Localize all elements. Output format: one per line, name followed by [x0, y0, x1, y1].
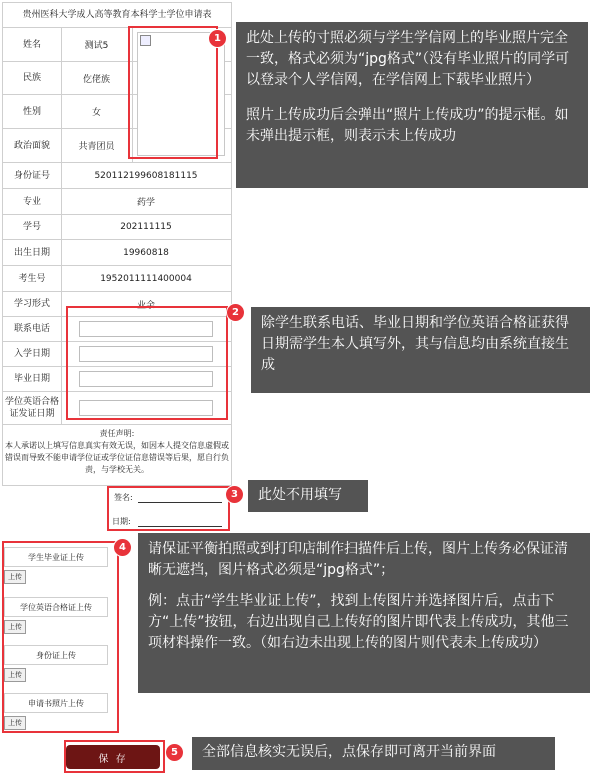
highlight-input-fields: [66, 306, 228, 420]
highlight-uploads: [2, 541, 119, 733]
major-label: 专业: [3, 189, 62, 214]
note-uploads-text-2: 例：点击“学生毕业证上传”，找到上传图片并选择图片后，点击下方“上传”按钮，右边出现自己上传好的图片即代表上传成功，其他三项材料操作一致。（如右边未出现上传的图片则代表未上传成功）: [148, 593, 569, 651]
highlight-photo: [128, 26, 218, 159]
english-cert-submit-button[interactable]: 上传: [4, 620, 26, 634]
step-badge-4: 4: [113, 538, 132, 557]
row-exam-number: [3, 266, 231, 292]
name-label: 姓名: [3, 28, 62, 61]
student-id-label: 学号: [3, 215, 62, 239]
note-uploads-text-1: 请保证平衡拍照或到打印店制作扫描件后上传，图片上传务必保证清晰无遮挡，图片格式必须是“jpg格式”；: [148, 541, 568, 578]
step-badge-3: 3: [225, 485, 244, 504]
duty-text: 本人承诺以上填写信息真实有效无误，如因本人提交信息虚假或错误而导致不能申请学位证或学位证信息错误等后果，愿自行负责，与学校无关。: [5, 441, 229, 474]
id-card-upload-button[interactable]: 身份证上传: [4, 645, 108, 665]
step-badge-1: 1: [208, 29, 227, 48]
row-student-id: [3, 215, 231, 240]
graduation-cert-upload-button[interactable]: 学生毕业证上传: [4, 547, 108, 567]
gender-label: 性别: [3, 95, 62, 128]
id-card-submit-button[interactable]: 上传: [4, 668, 26, 682]
note-photo-text-2: 照片上传成功后会弹出“照片上传成功”的提示框。如未弹出提示框，则表示未上传成功: [246, 107, 569, 144]
responsibility-statement: [3, 428, 231, 476]
exam-number-label: 考生号: [3, 266, 62, 291]
sign-label: 签名:: [114, 493, 133, 502]
date-label: 日期:: [112, 517, 131, 526]
row-birth-date: [3, 240, 231, 266]
study-mode-label: 学习形式: [3, 292, 62, 316]
id-number-label: 身份证号: [3, 163, 62, 188]
highlight-save: [64, 740, 165, 773]
study-mode-value: 业余: [136, 300, 155, 311]
note-photo: [236, 22, 588, 188]
exam-number-value: 1952011111400004: [100, 273, 192, 284]
note-photo-text-1: 此处上传的寸照必须与学生学信网上的毕业照片完全一致，格式必须为“jpg格式”（没有毕业照片的同学可以登录个人学信网，在学信网上下载毕业照片）: [246, 30, 570, 88]
highlight-signature: [107, 486, 230, 531]
application-photo-submit-button[interactable]: 上传: [4, 716, 26, 730]
note-input-fields: [251, 307, 590, 393]
note-signature: [248, 480, 368, 512]
enroll-date-label: 入学日期: [3, 342, 62, 366]
student-id-value: 202111115: [120, 222, 172, 232]
graduation-cert-submit-button[interactable]: 上传: [4, 570, 26, 584]
row-major: [3, 189, 231, 215]
major-value: 药学: [136, 198, 155, 208]
note-signature-text: 此处不用填写: [258, 487, 342, 503]
id-number-value: 520112199608181115: [94, 170, 198, 181]
ethnicity-value: 仡佬族: [61, 62, 133, 94]
note-uploads: [138, 533, 590, 693]
birth-date-label: 出生日期: [3, 240, 62, 265]
ethnicity-label: 民族: [3, 62, 62, 94]
phone-label: 联系电话: [3, 317, 62, 341]
step-badge-5: 5: [165, 743, 184, 762]
form-title: 贵州医科大学成人高等教育本科学士学位申请表: [3, 3, 231, 28]
note-save-text: 全部信息核实无误后，点保存即可离开当前界面: [202, 744, 496, 760]
political-label: 政治面貌: [3, 129, 62, 162]
duty-title: 责任声明:: [99, 429, 135, 438]
political-value: 共青团员: [61, 129, 133, 162]
step-badge-2: 2: [226, 303, 245, 322]
gender-value: 女: [61, 95, 133, 128]
english-cert-upload-button[interactable]: 学位英语合格证上传: [4, 597, 108, 617]
application-photo-upload-button[interactable]: 申请书照片上传: [4, 693, 108, 713]
birth-date-value: 19960818: [123, 247, 169, 258]
graduation-date-label: 毕业日期: [3, 367, 62, 391]
name-value: 测试5: [61, 28, 133, 61]
note-input-fields-text: 除学生联系电话、毕业日期和学位英语合格证获得日期需学生本人填写外，其与信息均由系统直接生成: [261, 315, 569, 373]
note-save: [192, 737, 555, 770]
row-id-number: [3, 163, 231, 189]
save-button[interactable]: 保 存: [66, 745, 160, 769]
english-cert-date-label: 学位英语合格证发证日期: [3, 392, 62, 424]
